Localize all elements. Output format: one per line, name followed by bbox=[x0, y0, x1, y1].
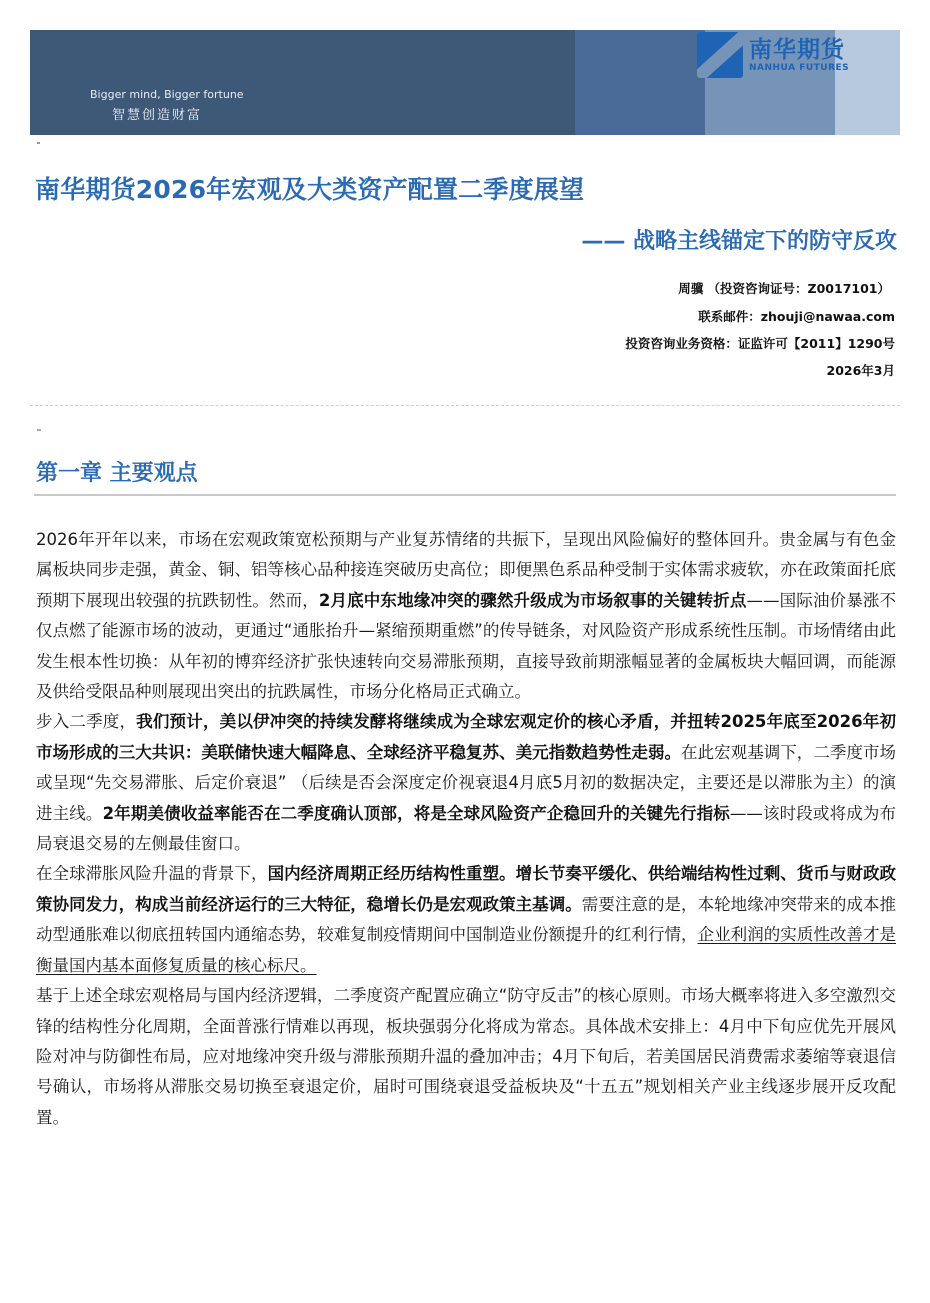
paragraph-3: 在全球滞胀风险升温的背景下，国内经济周期正经历结构性重塑。增长节奏平缓化、供给端结构性过剩、货币与财政政策协同发力，构成当前经济运行的三大特征，稳增长仍是宏观政策主基调。需要注意的是，本轮地缘冲突带来的成本推动型通胀难以彻底扭转国内通缩态势，较难复制疫情期间中国制造业份额提升的红利行情，企业利润的实质性改善才是衡量国内基本面修复质量的核心标尺。 bbox=[36, 864, 897, 975]
report-subtitle: —— 战略主线锚定下的防守反攻 bbox=[581, 229, 897, 254]
report-title: 南华期货2026年宏观及大类资产配置二季度展望 bbox=[35, 175, 585, 204]
paragraph-1: 2026年开年以来，市场在宏观政策宽松预期与产业复苏情绪的共振下，呈现出风险偏好的整体回升。贵金属与有色金属板块同步走强，黄金、铜、铝等核心品种接连突破历史高位；即便黑色系品种受制于实体需求疲软，亦在政策面托底预期下展现出较强的抗跌韧性。然而，2月底中东地缘冲突的骤然升级成为市场叙事的关键转折点——国际油价暴涨不仅点燃了能源市场的波动，更通过“通胀抬升—紧缩预期重燃”的传导链条，对风险资产形成系统性压制。市场情绪由此发生根本性切换：从年初的博弈经济扩张快速转向交易滞胀预期，直接导致前期涨幅显著的金属板块大幅回调，而能源及供给受限品种则展现出突出的抗跌属性，市场分化格局正式确立。 bbox=[36, 530, 897, 702]
company-logo bbox=[697, 32, 849, 78]
slogan-english: Bigger mind, Bigger fortune bbox=[90, 88, 244, 101]
chapter-heading: 第一章 主要观点 bbox=[36, 461, 198, 486]
license-info: 投资咨询业务资格：证监许可【2011】1290号 bbox=[625, 336, 895, 351]
banner-segment-dark bbox=[30, 30, 575, 135]
banner-segment-mid bbox=[575, 30, 705, 135]
nanhua-logo-icon bbox=[697, 32, 743, 78]
paragraph-2: 步入二季度，我们预计，美以伊冲突的持续发酵将继续成为全球宏观定价的核心矛盾，并扭转2025年底至2026年初市场形成的三大共识：美联储快速大幅降息、全球经济平稳复苏、美元指数趋势性走弱。在此宏观基调下，二季度市场或呈现“先交易滞胀、后定价衰退” （后续是否会深度定价视衰退4月底5月初的数据决定，主要还是以滞胀为主）的演进主线。2年期美债收益率能否在二季度确认顶部，将是全球风险资产企稳回升的关键先行指标——该时段或将成为布局衰退交易的左侧最佳窗口。 bbox=[36, 712, 897, 854]
contact-email: 联系邮件：zhouji@nawaa.com bbox=[698, 309, 895, 324]
section-divider bbox=[30, 405, 900, 406]
paragraph-4: 基于上述全球宏观格局与国内经济逻辑，二季度资产配置应确立“防守反击”的核心原则。市场大概率将进入多空激烈交锋的结构性分化周期，全面普涨行情难以再现，板块强弱分化将成为常态。具体战术安排上：4月中下旬应优先开展风险对冲与防御性布局，应对地缘冲突升级与滞胀预期升温的叠加冲击；4月下旬后，若美国居民消费需求萎缩等衰退信号确认，市场将从滞胀交易切换至衰退定价，届时可围绕衰退受益板块及“十五五”规划相关产业主线逐步展开反攻配置。 bbox=[36, 986, 896, 1127]
chapter-rule bbox=[34, 494, 896, 496]
report-date: 2026年3月 bbox=[826, 363, 895, 378]
logo-name-en: NANHUA FUTURES bbox=[749, 63, 850, 73]
slogan-chinese: 智慧创造财富 bbox=[112, 108, 203, 123]
artifact-mark bbox=[37, 142, 40, 144]
report-body bbox=[36, 525, 896, 1133]
artifact-mark bbox=[37, 429, 41, 431]
author-info: 周骥 （投资咨询证号：Z0017101） bbox=[678, 281, 890, 296]
logo-name-cn: 南华期货 bbox=[749, 37, 845, 63]
